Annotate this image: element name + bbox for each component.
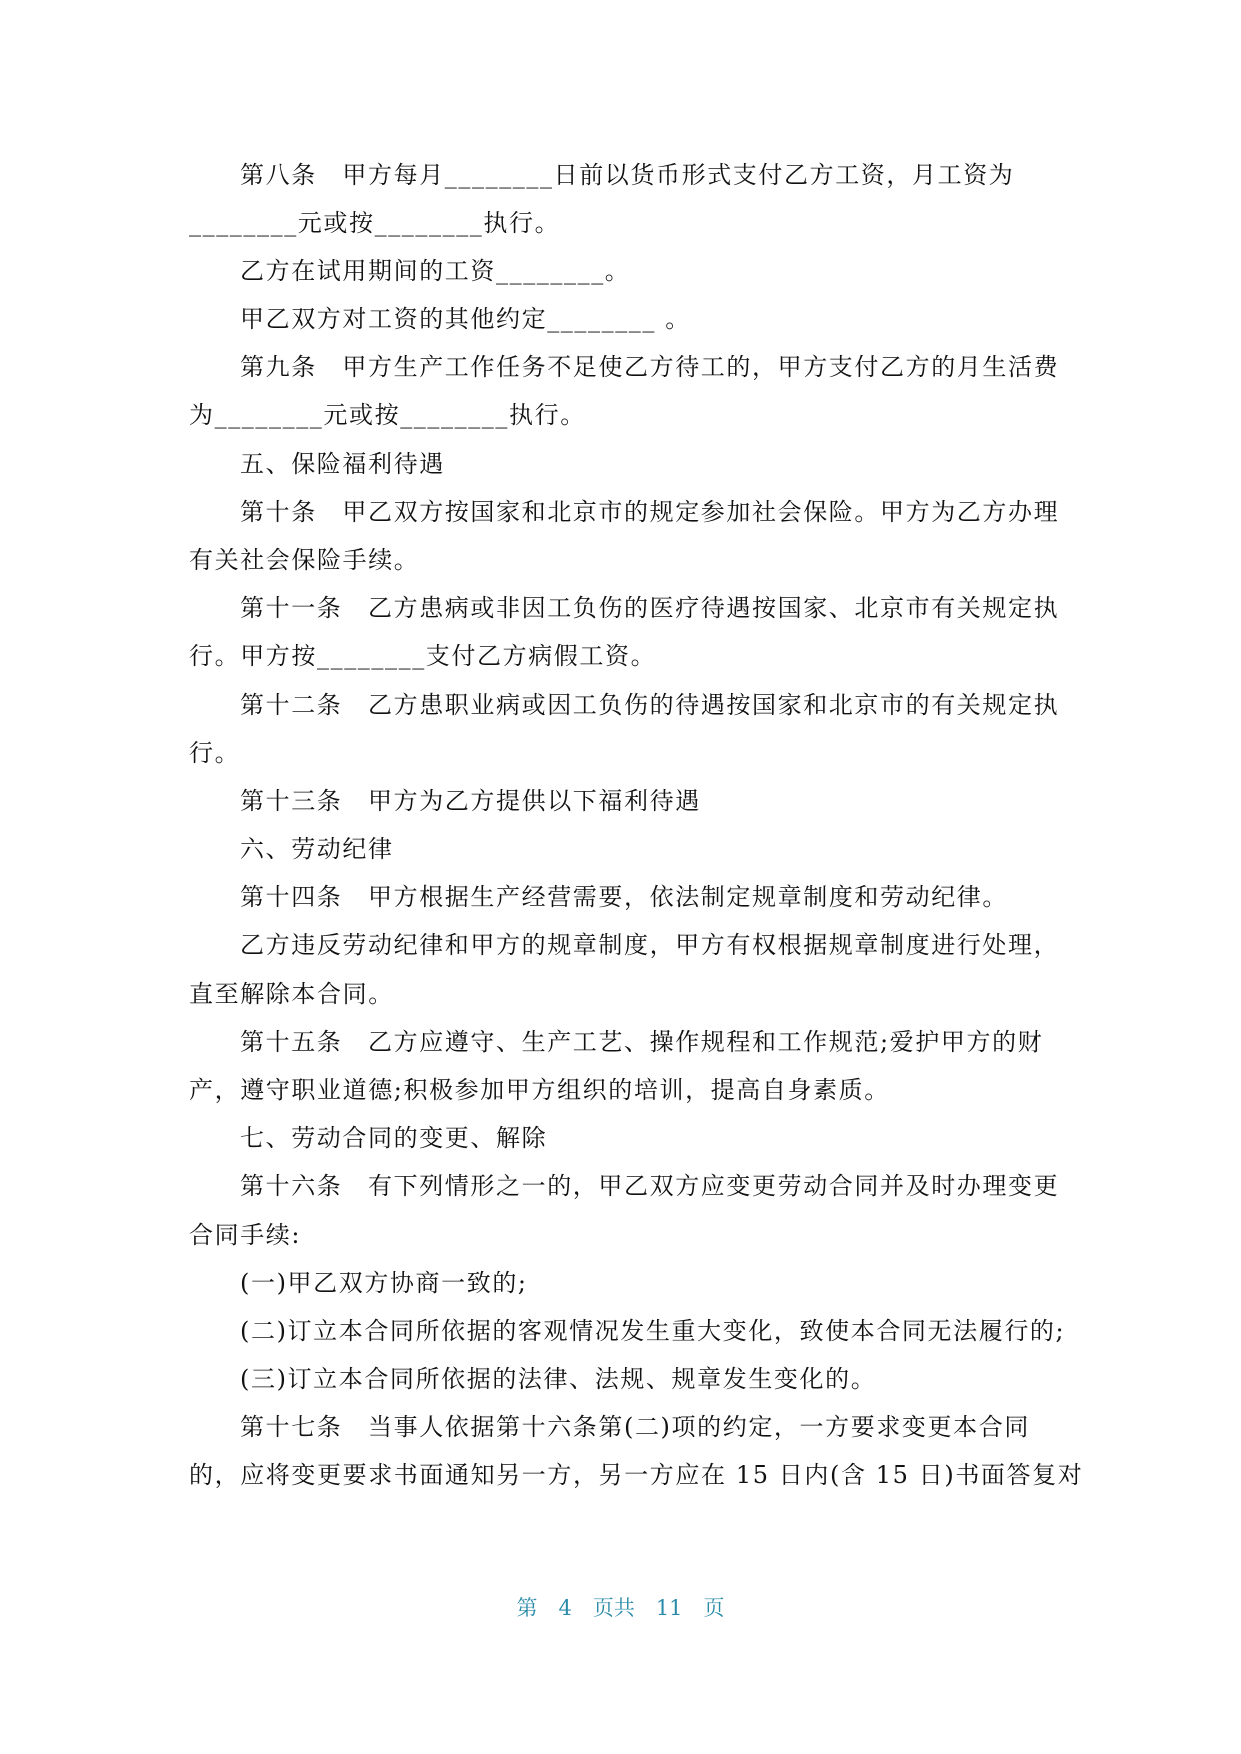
page-number-footer: 第 4 页共 11 页: [516, 1596, 725, 1620]
text-line: 行。: [189, 739, 241, 767]
text-line: 乙方违反劳动纪律和甲方的规章制度，甲方有权根据规章制度进行处理，: [240, 931, 1060, 959]
list-item: (一)甲乙双方协商一致的;: [240, 1269, 528, 1297]
text-line: 有关社会保险手续。: [189, 546, 420, 574]
section-heading: 六、劳动纪律: [240, 835, 394, 863]
text-line: 为________元或按________执行。: [189, 401, 586, 429]
text-line: 直至解除本合同。: [189, 980, 394, 1008]
text-line: 第十二条 乙方患职业病或因工负伤的待遇按国家和北京市的有关规定执: [240, 691, 1060, 719]
text-line: 乙方在试用期间的工资________。: [240, 257, 631, 285]
text-line: 第十一条 乙方患病或非因工负伤的医疗待遇按国家、北京市有关规定执: [240, 594, 1060, 622]
text-line: 合同手续:: [189, 1221, 302, 1249]
text-line: 第十五条 乙方应遵守、生产工艺、操作规程和工作规范;爱护甲方的财: [240, 1028, 1044, 1056]
text-line: 第十条 甲乙双方按国家和北京市的规定参加社会保险。甲方为乙方办理: [240, 498, 1060, 526]
text-line: ________元或按________执行。: [189, 209, 561, 237]
text-line: 第十七条 当事人依据第十六条第(二)项的约定，一方要求变更本合同: [240, 1413, 1030, 1441]
section-heading: 五、保险福利待遇: [240, 450, 445, 478]
text-line: 第八条 甲方每月________日前以货币形式支付乙方工资，月工资为: [240, 161, 1015, 189]
text-line: 第九条 甲方生产工作任务不足使乙方待工的，甲方支付乙方的月生活费: [240, 353, 1060, 381]
text-line: 的，应将变更要求书面通知另一方，另一方应在 15 日内(含 15 日)书面答复对: [189, 1461, 1084, 1489]
list-item: (二)订立本合同所依据的客观情况发生重大变化，致使本合同无法履行的;: [240, 1317, 1066, 1345]
text-line: 第十四条 甲方根据生产经营需要，依法制定规章制度和劳动纪律。: [240, 883, 1008, 911]
text-line: 第十三条 甲方为乙方提供以下福利待遇: [240, 787, 701, 815]
section-heading: 七、劳动合同的变更、解除: [240, 1124, 548, 1152]
text-line: 产，遵守职业道德;积极参加甲方组织的培训，提高自身素质。: [189, 1076, 890, 1104]
list-item: (三)订立本合同所依据的法律、法规、规章发生变化的。: [240, 1365, 877, 1393]
text-line: 甲乙双方对工资的其他约定________ 。: [240, 305, 691, 333]
text-line: 行。甲方按________支付乙方病假工资。: [189, 642, 657, 670]
text-line: 第十六条 有下列情形之一的，甲乙双方应变更劳动合同并及时办理变更: [240, 1172, 1060, 1200]
